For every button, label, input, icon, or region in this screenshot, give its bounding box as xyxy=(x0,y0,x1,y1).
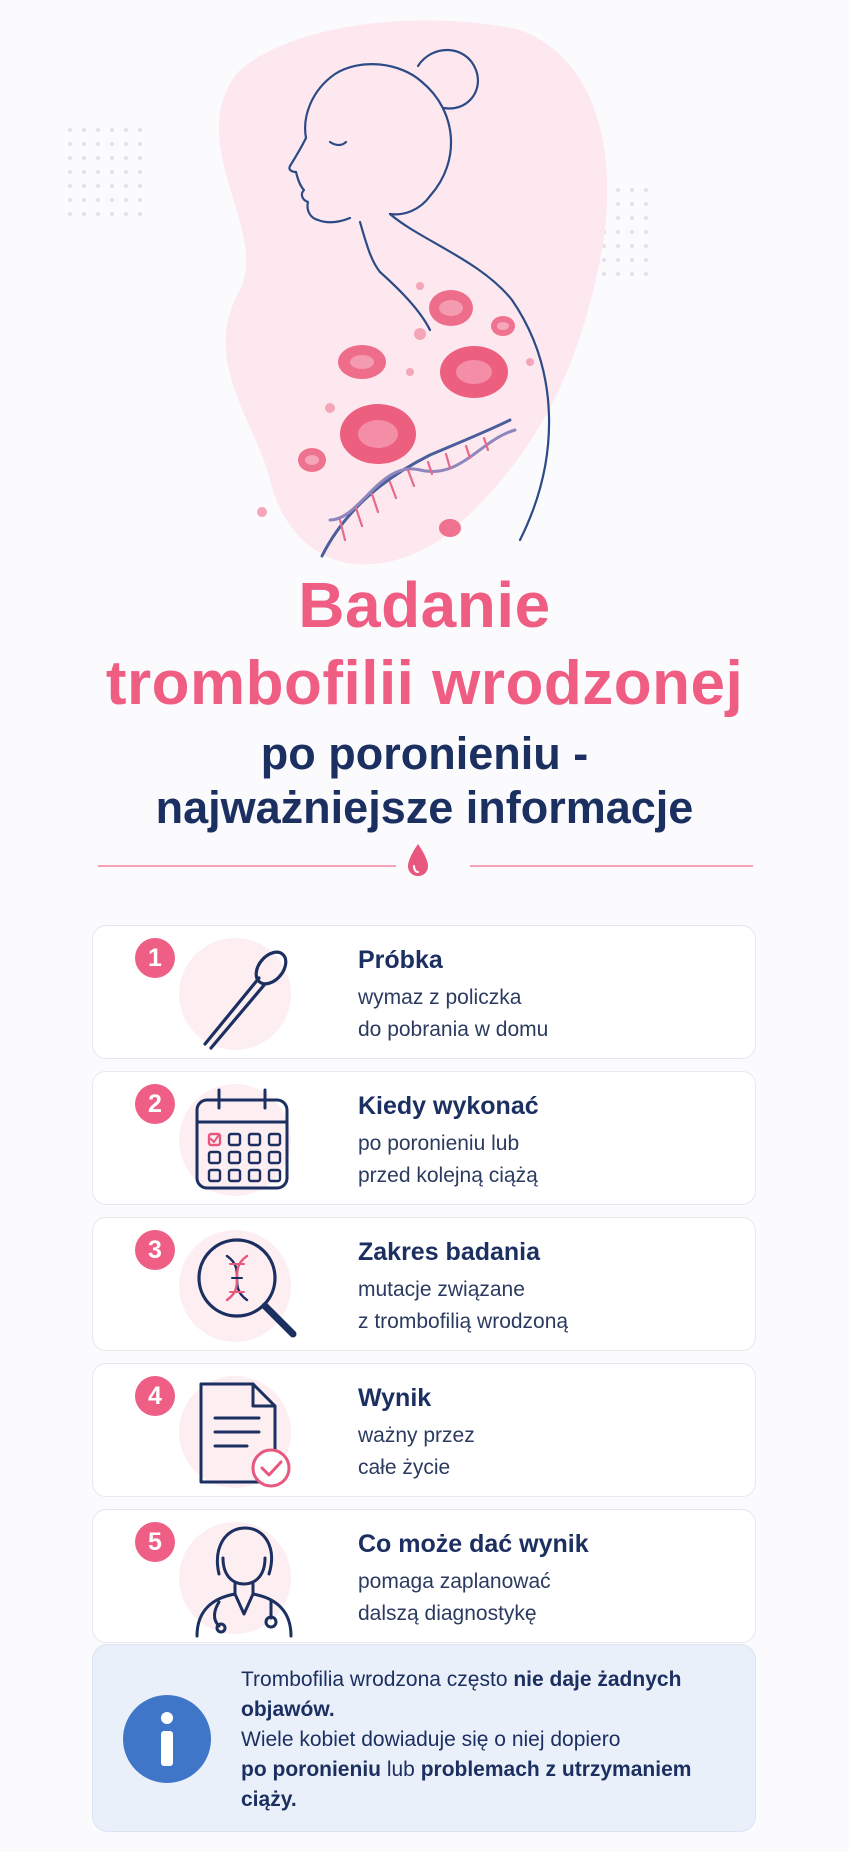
divider-left xyxy=(98,865,396,867)
step-number-badge: 1 xyxy=(135,938,175,978)
doctor-icon xyxy=(183,1518,303,1638)
card-text-line1: mutacje związane xyxy=(358,1278,525,1301)
page-subtitle-line2: najważniejsze informacje xyxy=(155,782,694,833)
step-number-badge: 3 xyxy=(135,1230,175,1270)
info-icon xyxy=(123,1695,211,1783)
info-text-part: lub xyxy=(380,1758,421,1781)
card-text-line2: przed kolejną ciążą xyxy=(358,1164,538,1187)
step-number-badge: 4 xyxy=(135,1376,175,1416)
card-text-line1: po poronieniu lub xyxy=(358,1132,520,1155)
dot-pattern-left xyxy=(68,128,142,216)
info-text-bold: problemach z utrzymaniem ciąży. xyxy=(241,1758,692,1811)
info-text xyxy=(241,1665,721,1815)
card-text-line2: dalszą diagnostykę xyxy=(358,1602,537,1625)
info-box xyxy=(92,1644,756,1832)
info-text-bold: po poronieniu xyxy=(241,1758,381,1781)
card-text-line1: ważny przez xyxy=(358,1424,475,1447)
step-number-badge: 2 xyxy=(135,1084,175,1124)
info-text-part: Wiele kobiet dowiaduje się o niej dopiero xyxy=(241,1728,621,1751)
info-text-bold: nie daje żadnych objawów. xyxy=(241,1668,682,1721)
card-text-line2: do pobrania w domu xyxy=(358,1018,549,1041)
dna-magnifier-icon xyxy=(183,1226,303,1346)
page-title-line1: Badanie xyxy=(298,569,551,641)
card-title: Zakres badania xyxy=(358,1238,541,1266)
info-card-2 xyxy=(92,1071,756,1205)
card-text-line1: pomaga zaplanować xyxy=(358,1570,551,1593)
info-card-3 xyxy=(92,1217,756,1351)
card-title: Co może dać wynik xyxy=(358,1530,589,1558)
page-title-line2: trombofilii wrodzonej xyxy=(105,649,744,718)
swab-icon xyxy=(183,934,303,1054)
info-icon-bar xyxy=(161,1731,173,1766)
card-text-line1: wymaz z policzka xyxy=(358,986,522,1009)
card-title: Próbka xyxy=(358,946,443,974)
card-title: Wynik xyxy=(358,1384,432,1412)
card-text-line2: całe życie xyxy=(358,1456,451,1479)
card-text-line2: z trombofilią wrodzoną xyxy=(358,1310,569,1333)
page-subtitle-line1: po poronieniu - xyxy=(260,728,589,779)
info-card-5 xyxy=(92,1509,756,1643)
hero-illustration xyxy=(0,0,849,590)
document-check-icon xyxy=(183,1372,303,1492)
calendar-icon xyxy=(183,1080,303,1200)
card-title: Kiedy wykonać xyxy=(358,1092,539,1120)
info-card-1 xyxy=(92,925,756,1059)
step-number-badge: 5 xyxy=(135,1522,175,1562)
divider-right xyxy=(470,865,753,867)
info-text-part: Trombofilia wrodzona często xyxy=(241,1668,514,1691)
blood-drop-icon xyxy=(406,842,430,878)
info-icon-dot xyxy=(161,1712,173,1724)
info-card-4 xyxy=(92,1363,756,1497)
